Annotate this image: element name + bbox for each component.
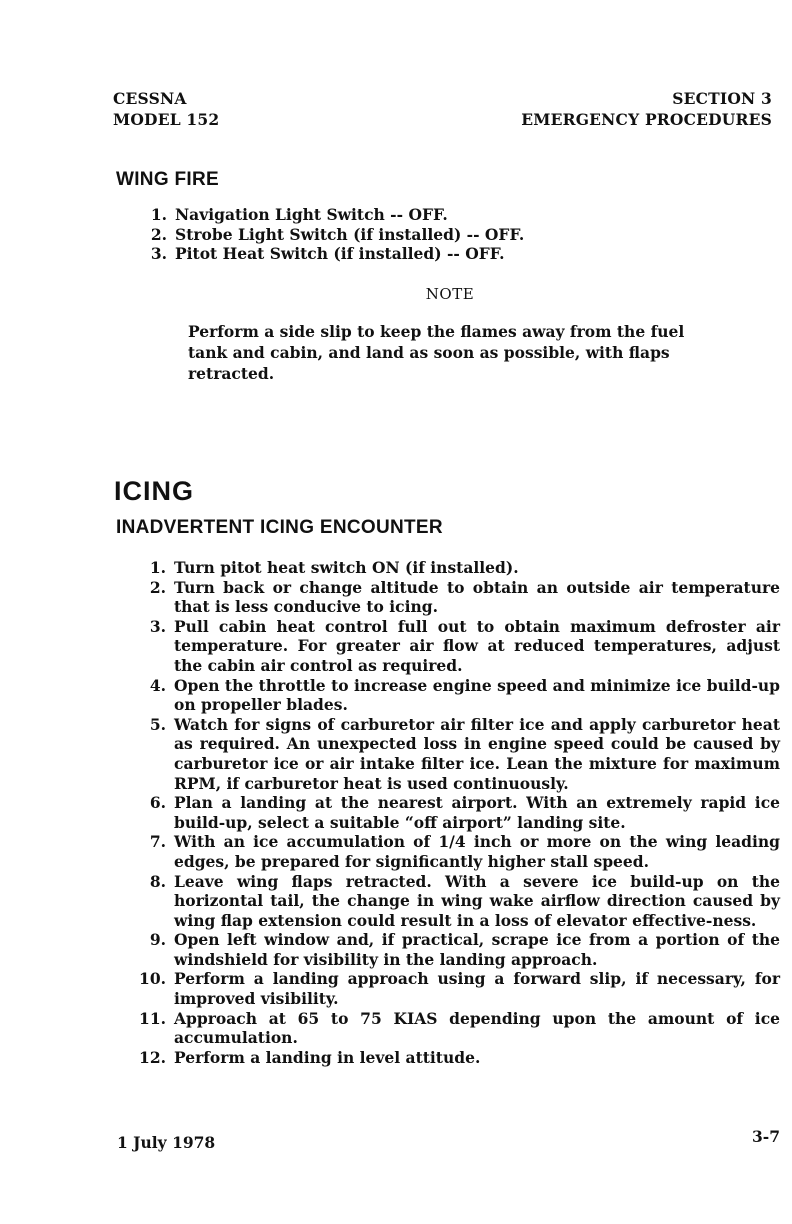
list-item	[134, 715, 780, 793]
list-item	[134, 676, 780, 715]
step-number: 3.	[150, 244, 167, 264]
step-text: Plan a landing at the nearest airport. With an extremely rapid ice build-up, select a suitable “off airport” landing site.	[174, 793, 780, 832]
step-number: 11.	[139, 1008, 166, 1028]
step-number: 7.	[149, 832, 166, 852]
list-item	[134, 617, 780, 676]
list-item	[135, 244, 585, 264]
step-text: With an ice accumulation of 1/4 inch or more on the wing leading edges, be prepared for significantly higher stall speed.	[174, 832, 780, 871]
header-right	[521, 88, 772, 130]
list-item	[135, 225, 585, 245]
note-label: NOTE	[425, 285, 475, 303]
step-text: Pull cabin heat control full out to obtain maximum defroster air temperature. For greater air flow at reduced temperatures, adjust the cabin air control as required.	[174, 616, 780, 675]
step-number: 9.	[149, 930, 166, 950]
wing-fire-steps	[135, 205, 585, 264]
header-left	[113, 88, 219, 130]
list-item	[134, 578, 780, 617]
step-number: 10.	[139, 969, 166, 989]
list-item	[134, 872, 780, 931]
step-number: 12.	[139, 1047, 166, 1067]
header-model: MODEL 152	[113, 110, 220, 129]
note-text: Perform a side slip to keep the flames away from the fuel tank and cabin, and land as soon as possible, with flaps retracted.	[188, 322, 685, 383]
icing-steps	[134, 558, 780, 1067]
header-section-title: EMERGENCY PROCEDURES	[521, 110, 772, 129]
wing-fire-heading: WING FIRE	[116, 169, 219, 190]
page-number: 3-7	[751, 1127, 780, 1146]
step-text: Open the throttle to increase engine speed and minimize ice build-up on propeller blades.	[174, 675, 780, 715]
step-number: 8.	[149, 871, 166, 891]
list-item	[134, 558, 780, 578]
step-text: Turn pitot heat switch ON (if installed).	[174, 558, 519, 577]
step-text: Approach at 65 to 75 KIAS depending upon the amount of ice accumulation.	[174, 1008, 780, 1048]
step-text: Watch for signs of carburetor air filter ice and apply carburetor heat as required. An unexpected loss in engine speed could be caused by carburetor ice or air intake filter ice. Lean the mixture for maximum RPM, if carburetor heat is used continuously.	[174, 714, 780, 793]
header-section: SECTION 3	[672, 89, 772, 108]
list-item	[134, 930, 780, 969]
step-text: Leave wing flaps retracted. With a severe ice build-up on the horizontal tail, the change in wing wake airflow direction caused by wing flap extension could result in a loss of elevator effective-ness.	[174, 871, 780, 930]
step-text: Strobe Light Switch (if installed) -- OFF.	[175, 224, 525, 244]
header-manufacturer: CESSNA	[113, 89, 187, 108]
step-text: Pitot Heat Switch (if installed) -- OFF.	[175, 244, 505, 264]
step-number: 2.	[149, 577, 166, 597]
list-item	[134, 969, 780, 1008]
step-text: Perform a landing in level attitude.	[174, 1047, 481, 1067]
list-item	[134, 1009, 780, 1048]
step-text: Turn back or change altitude to obtain an outside air temperature that is less conducive to icing.	[174, 577, 780, 617]
step-number: 3.	[149, 616, 166, 636]
step-number: 1.	[149, 558, 166, 577]
step-number: 4.	[149, 675, 166, 695]
step-text: Open left window and, if practical, scrape ice from a portion of the windshield for visibility in the landing approach.	[174, 930, 780, 969]
footer-date: 1 July 1978	[117, 1133, 216, 1152]
step-number: 1.	[150, 205, 167, 224]
step-number: 6.	[149, 793, 166, 813]
list-item	[135, 205, 585, 225]
list-item	[134, 793, 780, 832]
list-item	[134, 1048, 780, 1068]
step-text: Navigation Light Switch -- OFF.	[175, 205, 448, 224]
step-text: Perform a landing approach using a forward slip, if necessary, for improved visibility.	[174, 969, 780, 1009]
icing-heading: ICING	[114, 476, 195, 506]
list-item	[134, 832, 780, 871]
step-number: 5.	[149, 714, 166, 734]
step-number: 2.	[150, 224, 167, 244]
inadvertent-icing-heading: INADVERTENT ICING ENCOUNTER	[116, 517, 443, 538]
